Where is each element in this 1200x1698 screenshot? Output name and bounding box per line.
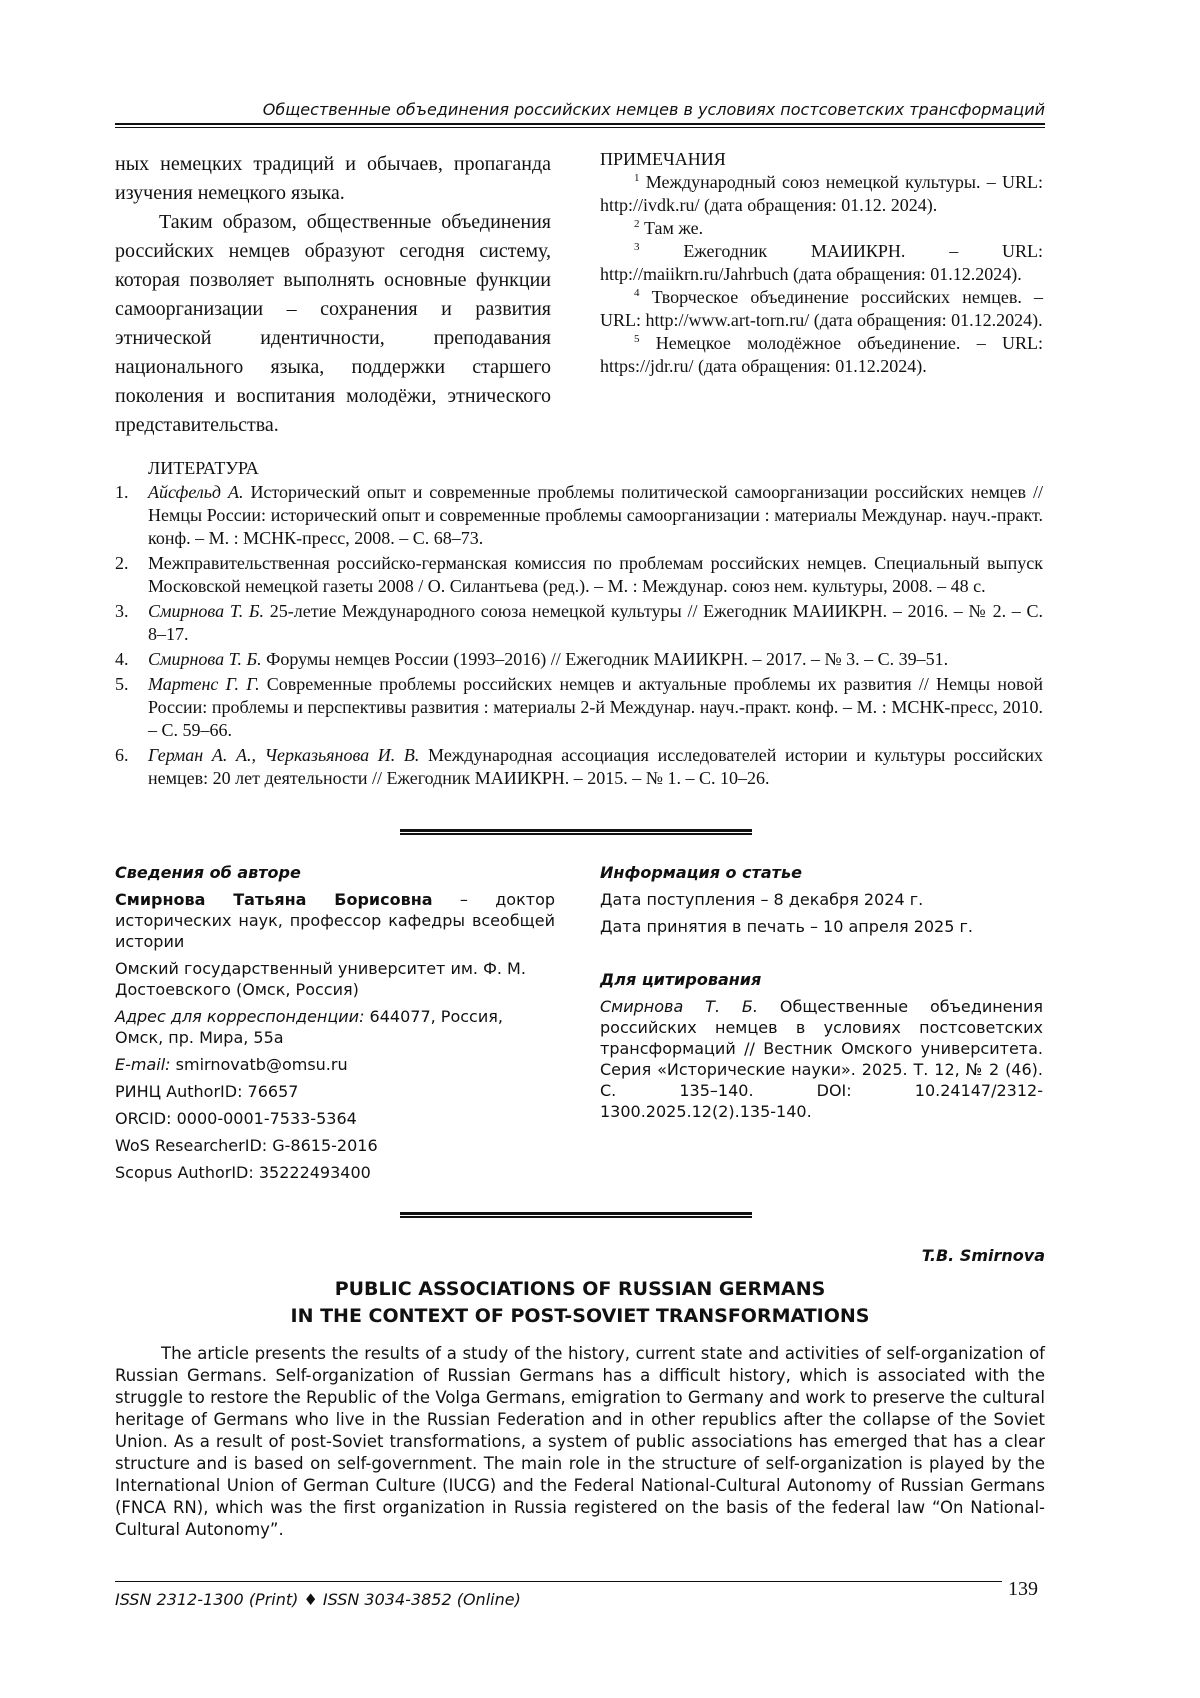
issn-footer: ISSN 2312-1300 (Print) ♦ ISSN 3034-3852 (Online) [115,1590,521,1609]
citation-heading: Для цитирования [600,970,762,989]
body-paragraph: ных немецких традиций и обычаев, пропаганда изучения немецкого языка. [115,153,551,204]
reference-item: 5. Мартенс Г. Г. Современные проблемы российских немцев и актуальные проблемы их развития // Немцы новой России: проблемы и перспективы развития : материалы 2-й Междунар. науч.-практ. конф. – М. : МСНК-пресс, 2010. – С. 59–66. [115,674,1043,740]
body-text-column [115,150,551,440]
author-email: E-mail: smirnovatb@omsu.ru [115,1055,348,1074]
reference-item: 2. Межправительственная российско-германская комиссия по проблемам российских немцев. Специальный выпуск Московской немецкой газеты 2008 / О. Силантьева (ред.). – М. : Междунар. союз нем. культуры, 2008. – 48 с. [115,553,1043,596]
section-divider [400,829,752,835]
note-item: $^4$ Творческое объединение российских немцев. – URL: http://www.art-torn.ru/ (дата обращения: 01.12.2024). [600,287,1043,330]
author-affiliation: Омский государственный университет им. Ф. М. Достоевского (Омск, Россия) [115,959,526,999]
header-rule [115,123,1045,125]
author-info [115,862,555,1183]
note-item: $^3$ Ежегодник МАИИКРН. – URL: http://maiikrn.ru/Jahrbuch (дата обращения: 01.12.2024). [600,241,1044,284]
footer-rule [115,1581,1002,1582]
header-rule-thin [115,127,1045,128]
running-header: Общественные объединения российских немцев в условиях постсоветских трансформаций [262,100,1045,119]
accepted-date: Дата принятия в печать – 10 апреля 2025 г. [600,917,973,936]
reference-item: 6. Герман А. А., Черказьянова И. В. Международная ассоциация исследователей истории и культуры российских немцев: 20 лет деятельности // Ежегодник МАИИКРН. – 2015. – № 1. – С. 10–26. [115,745,1044,788]
author-address: Адрес для корреспонденции: 644077, Россия, Омск, пр. Мира, 55а [115,1007,503,1047]
reference-item: 4. Смирнова Т. Б. Форумы немцев России (1993–2016) // Ежегодник МАИИКРН. – 2017. – № 3. – С. 39–51. [115,649,949,669]
note-item: $^1$ Международный союз немецкой культуры. – URL: http://ivdk.ru/ (дата обращения: 01.12. 2024). [600,172,1044,215]
note-item: $^2$ Там же. [634,218,704,238]
reference-item: 3. Смирнова Т. Б. 25-летие Международного союза немецкой культуры // Ежегодник МАИИКРН. – 2016. – № 2. – С. 8–17. [115,601,1044,644]
author-orcid: ORCID: 0000-0001-7533-5364 [115,1109,357,1128]
reference-item: 1. Айсфельд А. Исторический опыт и современные проблемы политической самоорганизации российских немцев // Немцы России: исторический опыт и современные проблемы самоорганизации : материалы Междунар. науч.-практ. конф. – М. : МСНК-пресс, 2008. – С. 68–73. [115,482,1043,548]
section-divider [400,1212,752,1218]
author-info-heading: Сведения об авторе [115,863,301,882]
author-name-line: Смирнова Татьяна Борисовна – доктор исторических наук, профессор кафедры всеобщей истории [115,890,556,951]
author-rinc: РИНЦ AuthorID: 76657 [115,1082,299,1101]
body-paragraph-conclusion: Таким образом, общественные объединения российских немцев образуют сегодня систему, которая позволяет выполнять основные функции самоорганизации – сохранения и развития этнической идентичности, преподавания национального языка, поддержки старшего поколения и воспитания молодёжи, этнического представительства. [115,211,551,436]
notes-title: ПРИМЕЧАНИЯ [600,149,726,169]
article-info-heading: Информация о статье [600,863,802,882]
reference-list [115,481,1043,792]
received-date: Дата поступления – 8 декабря 2024 г. [600,890,924,909]
notes-section [600,148,1043,378]
article-info [600,862,1043,1122]
author-scopus: Scopus AuthorID: 35222493400 [115,1163,371,1182]
page-number: 139 [1008,1578,1038,1600]
english-abstract: The article presents the results of a study of the history, current state and activities of self-organization of Russian Germans. Self-organization of Russian Germans has a difficult history, which is associated with the struggle to restore the Republic of the Volga Germans, emigration to Germany and work to preserve the cultural heritage of Germans who live in the Russian Federation and in other republics after the collapse of the Soviet Union. As a result of post-Soviet transformations, a system of public associations has emerged that has a clear structure and is based on self-government. The main role in the structure of self-organization is played by the International Union of German Culture (IUCG) and the Federal National-Cultural Autonomy of Russian Germans (FNCA RN), which was the first organization in Russia registered on the basis of the federal law “On National-Cultural Autonomy”. [115,1344,1045,1539]
citation-text: Смирнова Т. Б. Общественные объединения российских немцев в условиях постсоветских трансформаций // Вестник Омского университета. Серия «Исторические науки». 2025. Т. 12, № 2 (46). С. 135–140. DOI: 10.24147/2312-1300.2025.12(2).135-140. [600,997,1044,1121]
english-author: T.B. Smirnova [921,1246,1045,1265]
literature-title: ЛИТЕРАТУРА [148,458,259,478]
english-title: PUBLIC ASSOCIATIONS OF RUSSIAN GERMANS IN THE CONTEXT OF POST-SOVIET TRANSFORMATIONS [290,1278,870,1327]
note-item: $^5$ Немецкое молодёжное объединение. – URL: https://jdr.ru/ (дата обращения: 01.12.2024). [600,333,1043,376]
author-wos: WoS ResearcherID: G-8615-2016 [115,1136,378,1155]
